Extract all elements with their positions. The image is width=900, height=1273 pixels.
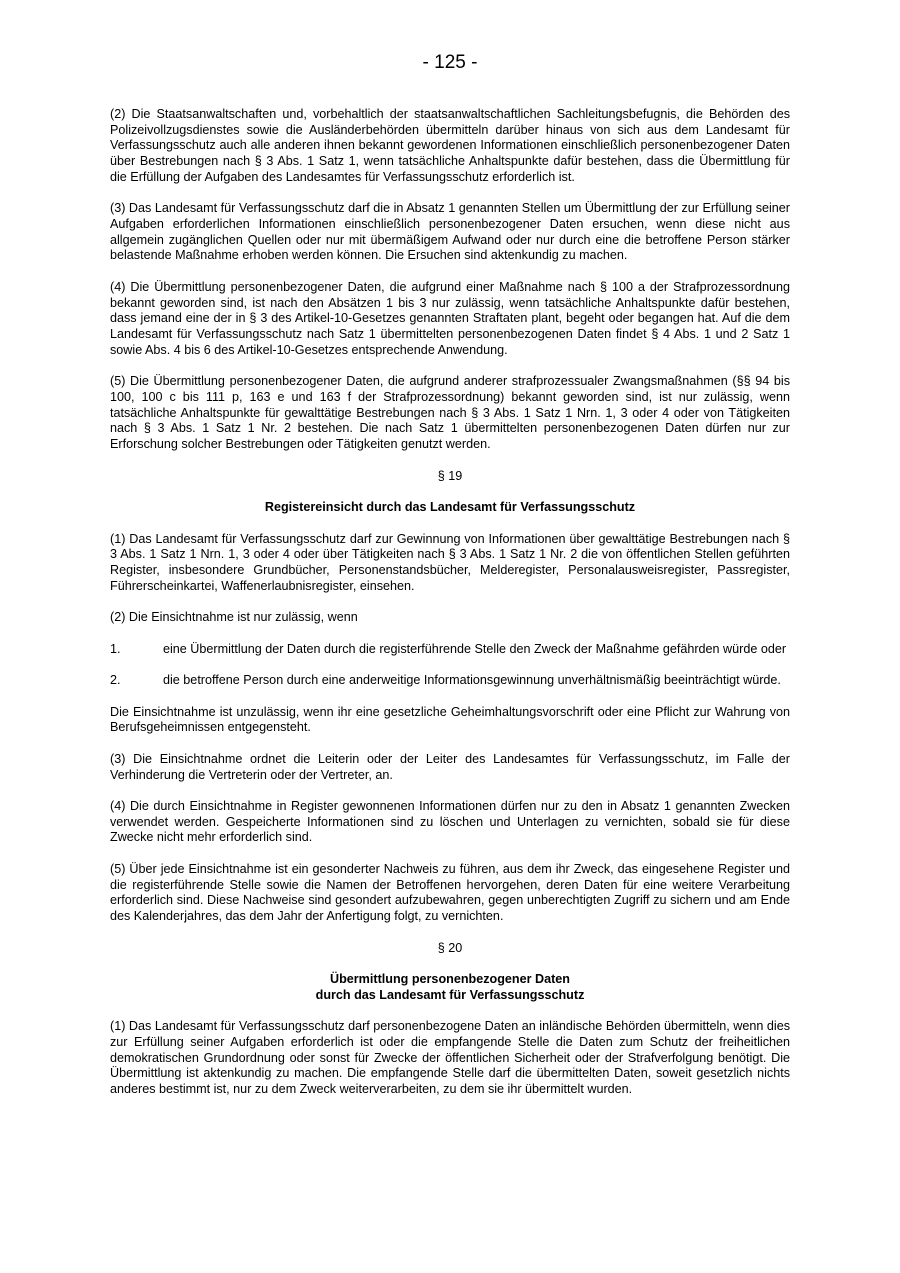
enumeration-number: 1.: [110, 641, 121, 656]
section19-paragraph-2-end: Die Einsichtnahme ist unzulässig, wenn ihr eine gesetzliche Geheimhaltungsvorschrift oder eine Pflicht zur Wahrung von Berufsgeheimnissen entgegensteht.: [110, 704, 790, 735]
section20-title: [110, 972, 790, 1003]
enumeration-text: die betroffene Person durch eine anderweitige Informationsgewinnung unverhältnismäßig beeinträchtigt würde.: [163, 673, 781, 688]
section20-title-line-2: durch das Landesamt für Verfassungsschutz: [315, 987, 585, 1002]
section18-paragraph-3: (3) Das Landesamt für Verfassungsschutz darf die in Absatz 1 genannten Stellen um Übermittlung der zur Erfüllung seiner Aufgaben erforderlichen Informationen einschließlich personenbezogener Daten ersuchen, wenn diese nicht aus allgemein zugänglichen Quellen oder nur mit übermäßigem Aufwand oder nur durch eine die betroffene Person stärker belastende Maßnahme erhoben werden können. Die Ersuchen sind aktenkundig zu machen.: [110, 201, 790, 263]
section18-paragraph-4: (4) Die Übermittlung personenbezogener Daten, die aufgrund einer Maßnahme nach § 100 a der Strafprozessordnung bekannt geworden sind, ist nach den Absätzen 1 bis 3 nur zulässig, wenn tatsächliche Anhaltspunkte dafür bestehen, dass jemand eine der in § 3 des Artikel-10-Gesetzes genannten Straftaten plant, begeht oder begangen hat. Auf die dem Landesamt für Verfassungsschutz nach Satz 1 übermittelten personenbezogenen Daten findet § 4 Abs. 1 und 2 Satz 1 sowie Abs. 4 bis 6 des Artikel-10-Gesetzes entsprechende Anwendung.: [110, 279, 790, 357]
enumeration-item: [110, 673, 790, 689]
section19-title: Registereinsicht durch das Landesamt für Verfassungsschutz: [264, 500, 636, 515]
section19-paragraph-1: (1) Das Landesamt für Verfassungsschutz darf zur Gewinnung von Informationen über gewalttätige Bestrebungen nach § 3 Abs. 1 Satz 1 Nrn. 1, 3 oder 4 oder über Tätigkeiten nach § 3 Abs. 1 Satz 1 Nr. 2 die von öffentlichen Stellen geführten Register, insbesondere Grundbücher, Personenstandsbücher, Melderegister, Personalausweisregister, Passregister, Führerscheinkartei, Waffenerlaubnisregister, einsehen.: [110, 531, 790, 593]
section19-paragraph-3: (3) Die Einsichtnahme ordnet die Leiterin oder der Leiter des Landesamtes für Verfassungsschutz, im Falle der Verhinderung die Vertreterin oder der Vertreter, an.: [110, 751, 790, 782]
enumeration-text: eine Übermittlung der Daten durch die registerführende Stelle den Zweck der Maßnahme gefährden würde oder: [163, 641, 787, 656]
document-body: [110, 107, 790, 1114]
enumeration-number: 2.: [110, 673, 121, 688]
page-number: - 125 -: [422, 52, 478, 73]
enumeration-item: [110, 642, 790, 658]
section20-title-line-1: Übermittlung personenbezogener Daten: [329, 972, 570, 987]
section19-paragraph-5: (5) Über jede Einsichtnahme ist ein gesonderter Nachweis zu führen, aus dem ihr Zweck, das eingesehene Register und die registerführende Stelle sowie die Namen der Betroffenen hervorgehen, deren Daten für eine weitere Verarbeitung erforderlich sind. Diese Nachweise sind gesondert aufzubewahren, gegen unberechtigten Zugriff zu sichern und am Ende des Kalenderjahres, das dem Jahr der Anfertigung folgt, zu vernichten.: [110, 861, 790, 924]
section18-paragraph-5: (5) Die Übermittlung personenbezogener Daten, die aufgrund anderer strafprozessualer Zwangsmaßnahmen (§§ 94 bis 100, 100 c bis 111 p, 163 e und 163 f der Strafprozessordnung) bekannt geworden sind, ist nur zulässig, wenn tatsächliche Anhaltspunkte für gewalttätige Bestrebungen nach § 3 Abs. 1 Satz 1 Nrn. 1, 3 oder 4 oder von Tätigkeiten nach § 3 Abs. 1 Satz 1 Nr. 2 bestehen. Die nach Satz 1 übermittelten personenbezogenen Daten dürfen nur zur Erforschung solcher Bestrebungen oder Tätigkeiten genutzt werden.: [110, 374, 790, 452]
section19-paragraph-4: (4) Die durch Einsichtnahme in Register gewonnenen Informationen dürfen nur zu den in Absatz 1 genannten Zwecken verwendet werden. Gespeicherte Informationen sind zu löschen und Unterlagen zu vernichten, sobald sie für diese Zwecke nicht mehr erforderlich sind.: [110, 799, 790, 845]
section19-sign: § 19: [437, 468, 463, 483]
section20-paragraph-1: (1) Das Landesamt für Verfassungsschutz darf personenbezogene Daten an inländische Behörden übermitteln, wenn dies zur Erfüllung seiner Aufgaben erforderlich ist oder die empfangende Stelle die Daten zum Schutz der freiheitlichen demokratischen Grundordnung oder sonst für Zwecke der öffentlichen Sicherheit oder der Strafverfolgung benötigt. Die Übermittlung ist aktenkundig zu machen. Die empfangende Stelle darf die übermittelten Daten, soweit gesetzlich nichts anderes bestimmt ist, nur zu dem Zweck weiterverarbeiten, zu dem sie ihr übermittelt wurden.: [110, 1019, 790, 1097]
section20-sign: § 20: [437, 940, 463, 955]
section19-paragraph-2-intro: (2) Die Einsichtnahme ist nur zulässig, wenn: [110, 610, 358, 625]
section18-paragraph-2: (2) Die Staatsanwaltschaften und, vorbehaltlich der staatsanwaltschaftlichen Sachleitungsbefugnis, die Behörden des Polizeivollzugsdienstes sowie die Ausländerbehörden übermitteln darüber hinaus von sich aus dem Landesamt für Verfassungsschutz auch alle anderen ihnen bekannt gewordenen Informationen einschließlich personenbezogener Daten über Bestrebungen nach § 3 Abs. 1 Satz 1, wenn tatsächliche Anhaltspunkte dafür bestehen, dass die Übermittlung für die Erfüllung der Aufgaben des Landesamtes für Verfassungsschutz erforderlich ist.: [110, 107, 790, 184]
